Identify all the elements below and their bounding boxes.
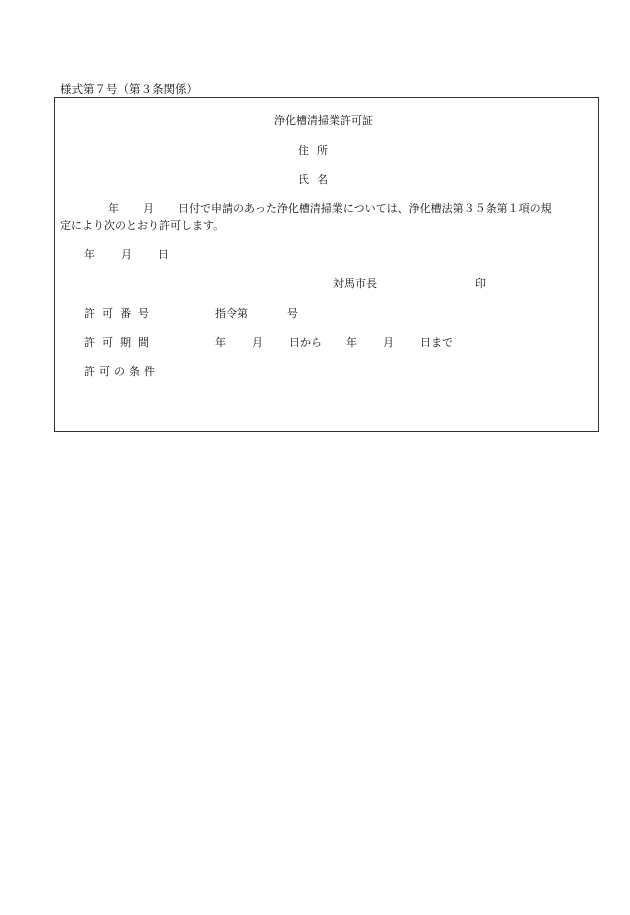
permit-number-label: 許可番号 — [84, 307, 156, 320]
period-start-day: 日から — [289, 336, 322, 349]
form-number-label: 様式第７号（第３条関係） — [60, 82, 198, 96]
issue-date-day: 日 — [158, 248, 169, 261]
body-application-year: 年 — [108, 202, 119, 215]
issue-date-year: 年 — [84, 248, 95, 261]
certificate-title: 浄化槽清掃業許可証 — [274, 114, 373, 127]
permit-number-suffix: 号 — [287, 307, 298, 320]
body-application-month: 月 — [143, 202, 154, 215]
body-application-day-text: 日付で申請のあった浄化槽清掃業については、浄化槽法第３５条第１項の規 — [178, 202, 552, 215]
period-end-day: 日まで — [420, 336, 453, 349]
period-start-month: 月 — [252, 336, 263, 349]
body-text-line-1 — [60, 203, 552, 214]
issue-date-month: 月 — [121, 248, 132, 261]
seal-mark: 印 — [475, 277, 486, 290]
permit-conditions-label: 許可の条件 — [84, 365, 159, 378]
period-end-year: 年 — [346, 336, 357, 349]
permit-number-prefix: 指令第 — [215, 307, 248, 320]
name-label: 氏名 — [298, 173, 336, 186]
body-text-line-2: 定により次のとおり許可します。 — [60, 219, 225, 232]
permit-period-label: 許可期間 — [84, 336, 156, 349]
address-label: 住所 — [298, 144, 336, 157]
issue-date-row — [84, 249, 169, 260]
permit-period-value — [215, 337, 453, 348]
mayor-title: 対馬市長 — [333, 277, 377, 290]
permit-number-value — [215, 308, 298, 319]
period-start-year: 年 — [215, 336, 226, 349]
period-end-month: 月 — [383, 336, 394, 349]
